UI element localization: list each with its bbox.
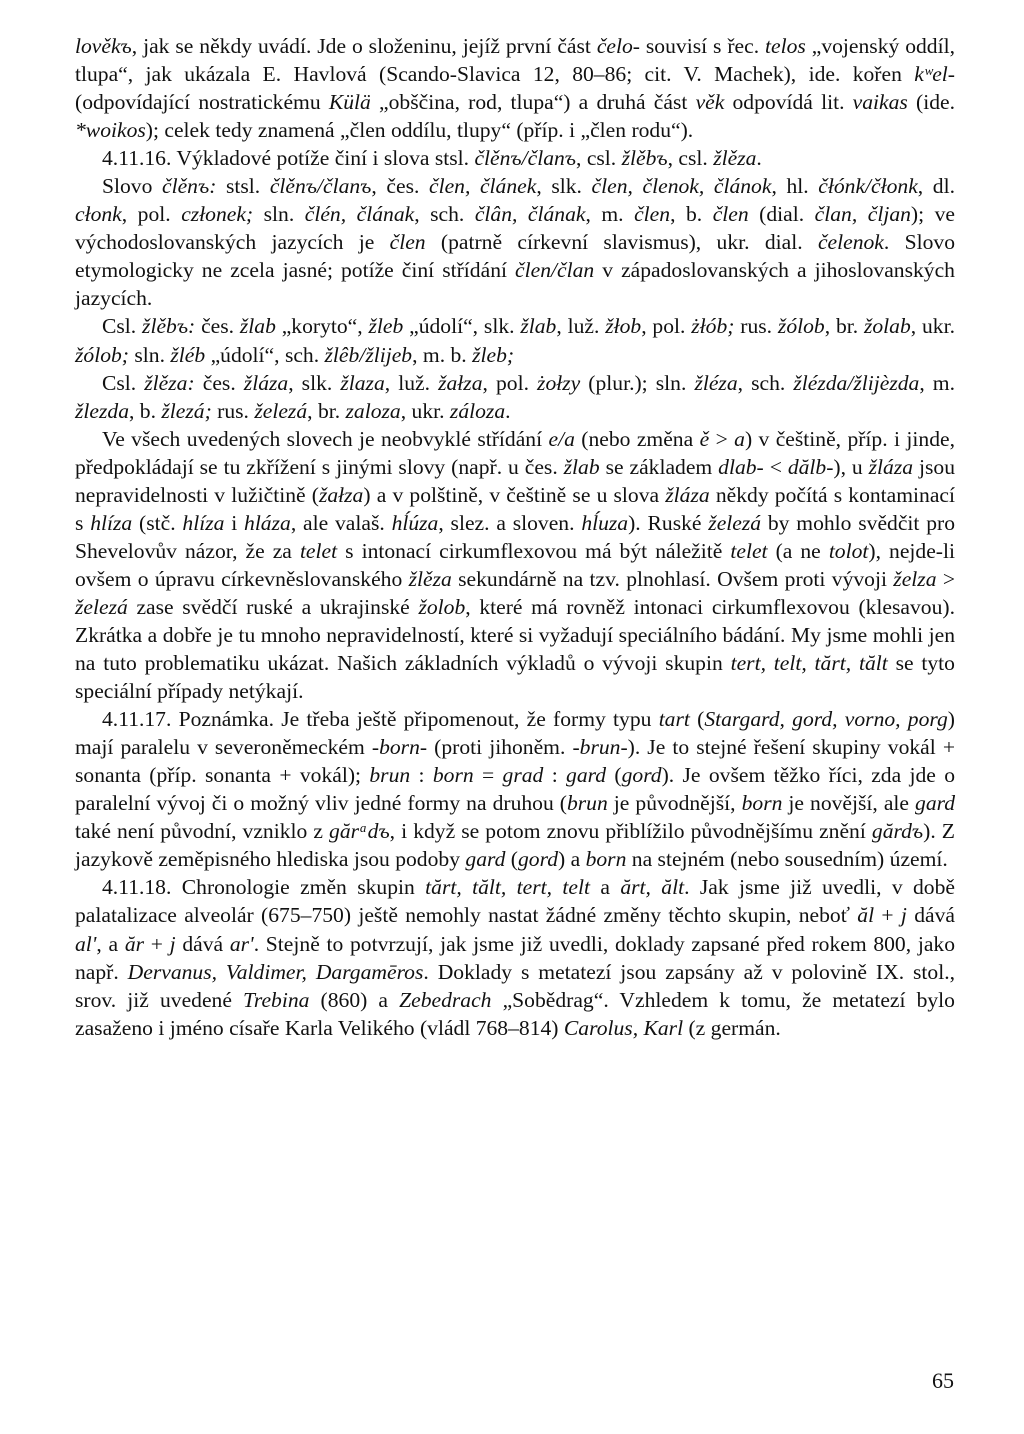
text-run: : <box>410 763 433 788</box>
text-run: . Doklady s metatezí jsou zapsány až v polovině IX. stol., srov. již uvedené <box>75 959 955 1012</box>
text-run: (proti jihoněm. <box>427 735 573 760</box>
text-run: < <box>763 454 788 479</box>
text-run: ); ve východoslovanských jazycích je <box>75 202 956 255</box>
italic-term: člěnъ/članъ <box>474 146 577 171</box>
paragraph-continuation <box>75 32 955 144</box>
italic-term: železá <box>708 510 762 535</box>
italic-term: ărt, ălt <box>620 875 685 900</box>
page-number: 65 <box>932 1368 954 1393</box>
italic-term: hláza <box>244 510 291 535</box>
section-4-11-18-chronology <box>75 873 955 1041</box>
italic-term: gord <box>621 763 662 788</box>
text-run: čes. <box>194 370 244 395</box>
italic-term: záloza <box>449 398 506 423</box>
text-run: , b. <box>128 398 162 423</box>
italic-term: dlab- <box>718 454 764 479</box>
paragraph-zlebъ <box>75 312 955 368</box>
italic-term: gard <box>915 791 956 816</box>
italic-term: vaikas <box>852 90 908 115</box>
text-run: „údolí“, sch. <box>205 342 325 367</box>
text-run: 4.11.16. Výkladové potíže činí i slova stsl. <box>102 146 475 171</box>
italic-term: ăl <box>857 903 875 928</box>
text-run: také není původní, vzniklo z <box>75 819 330 844</box>
text-run: je novější, ale <box>782 791 916 816</box>
italic-term: člen <box>389 230 426 255</box>
text-run: . <box>756 146 762 171</box>
text-run: , pol. <box>121 202 182 227</box>
italic-term: gărᵃdъ <box>329 819 390 844</box>
italic-term: telet <box>730 538 768 563</box>
text-run: (z germán. <box>683 1015 781 1040</box>
text-run: dává <box>906 903 955 928</box>
text-run: zase svědčí ruské a ukrajinské <box>127 594 419 619</box>
text-run: rus. <box>734 314 778 339</box>
italic-term: -brun- <box>572 735 628 760</box>
italic-term: born <box>741 791 783 816</box>
text-run: odpovídá lit. <box>724 90 853 115</box>
italic-term: al' <box>75 931 97 956</box>
italic-term: žłob <box>605 314 642 339</box>
italic-term: železá <box>254 398 308 423</box>
text-run: , luž. <box>384 370 439 395</box>
text-run: ), nejde-li ovšem o úpravu církevněslovanského <box>75 538 955 591</box>
italic-term: žlěbъ <box>621 146 668 171</box>
italic-term: lověkъ <box>75 34 132 58</box>
italic-term: člen <box>712 202 749 227</box>
italic-term: žláza <box>665 482 710 507</box>
italic-term: *woikos <box>75 118 146 143</box>
italic-term: telos <box>765 34 806 58</box>
text-run: , br. <box>824 314 864 339</box>
italic-term: grad <box>502 763 544 788</box>
text-run: , csl. <box>576 146 622 171</box>
text-run: , pol. <box>641 314 692 339</box>
italic-term: žleb; <box>472 342 515 367</box>
italic-term: člén, člának <box>304 202 415 227</box>
italic-term: gărdъ <box>871 819 924 844</box>
text-run: „údolí“, slk. <box>403 314 521 339</box>
italic-term: člen, článek <box>428 174 537 199</box>
section-4-11-16-heading <box>75 144 955 172</box>
italic-term: gord <box>518 847 558 872</box>
italic-term: žlab <box>520 314 557 339</box>
text-run: Csl. <box>102 314 143 339</box>
text-run: , ukr. <box>910 314 956 339</box>
text-run: „Sobědrag“. Vzhledem k tomu, že metatezí bylo zasaženo i jméno císaře Karla Velikého (vládl 768–814) <box>75 987 955 1040</box>
text-run: , slk. <box>288 370 341 395</box>
italic-term: brun <box>369 763 411 788</box>
text-run: ) a <box>558 847 586 872</box>
text-run: , ale valaš. <box>290 510 392 535</box>
italic-term: žólob <box>777 314 825 339</box>
italic-term: žlezda <box>75 398 129 423</box>
italic-term: ar' <box>229 931 254 956</box>
italic-term: žałza <box>438 370 483 395</box>
italic-term: čelo- <box>596 34 640 58</box>
italic-term: žlěza <box>713 146 757 171</box>
italic-term: brun <box>566 791 608 816</box>
text-run: , luž. <box>556 314 606 339</box>
text-run: sln. <box>253 202 305 227</box>
text-run: + <box>144 931 170 956</box>
paragraph-zleza <box>75 369 955 425</box>
text-run: , čes. <box>371 174 429 199</box>
italic-term: čelenok <box>817 230 884 255</box>
italic-term: žlab <box>563 454 600 479</box>
text-run: + <box>874 903 901 928</box>
italic-term: žlab <box>239 314 276 339</box>
text-run: . Stejně to potvrzují, jak jsme již uvedli, doklady zapsané před rokem 800, jako např. <box>75 931 956 984</box>
text-run: ) a v polštině, v češtině se u slova <box>363 482 666 507</box>
text-run: , hl. <box>771 174 819 199</box>
text-run: , které má rovněž intonaci cirkumflexovou (klesavou). Zkrátka a dobře je tu mnoho nepravidelností, které si vyžadují speciálního bádání. My jsme mohli jen na tuto problematiku ukázat. Našich základních výkladů o vývoji skupin <box>75 594 955 676</box>
italic-term: Zebedrach <box>399 987 492 1012</box>
text-run: (odpovídající nostratickému <box>75 90 329 115</box>
text-run: a <box>590 875 621 900</box>
italic-term: člen, členok, článok <box>591 174 772 199</box>
italic-term: věk <box>695 90 725 115</box>
text-run: (ide. <box>907 90 955 115</box>
text-run: = <box>473 763 503 788</box>
paragraph-alternation <box>75 425 955 705</box>
text-run: sln. <box>128 342 171 367</box>
italic-term: žleb <box>368 314 404 339</box>
italic-term: žolab <box>863 314 911 339</box>
italic-term: član, čljan <box>814 202 911 227</box>
italic-term: telet <box>299 538 338 563</box>
text-run: , csl. <box>667 146 714 171</box>
italic-term: hlíza <box>182 510 225 535</box>
text-run: se tyto speciální případy netýkají. <box>75 651 955 704</box>
text-run: 4.11.18. Chronologie změn skupin <box>102 875 426 900</box>
italic-term: gard <box>566 763 607 788</box>
text-run: ); celek tedy znamená „člen oddílu, tlupy“ (příp. i „člen rodu“). <box>145 118 694 143</box>
italic-term: dălb- <box>787 454 834 479</box>
text-run: se základem <box>599 454 719 479</box>
italic-term: žláza <box>243 370 289 395</box>
text-run: (860) a <box>309 987 400 1012</box>
text-run: (dial. <box>748 202 815 227</box>
text-run: rus. <box>211 398 255 423</box>
italic-term: żołzy <box>537 370 581 395</box>
text-run: by mohlo svědčit pro Shevelovův názor, že za <box>75 510 956 563</box>
text-run: , a <box>96 931 125 956</box>
text-run: , slez. a sloven. <box>438 510 582 535</box>
text-run: (nebo změna <box>574 426 700 451</box>
text-run: Csl. <box>102 370 145 395</box>
text-run: (patrně církevní slavismus), ukr. dial. <box>425 230 818 255</box>
italic-term: hlíza <box>90 510 133 535</box>
italic-term: born <box>432 763 474 788</box>
italic-term: želza <box>893 566 937 591</box>
text-run: . <box>505 398 511 423</box>
italic-term: žláza <box>868 454 914 479</box>
text-run: 4.11.17. Poznámka. Je třeba ještě připomenout, že formy typu <box>102 707 659 732</box>
italic-term: e/a <box>548 426 575 451</box>
section-4-11-17-note <box>75 705 955 873</box>
text-run: ). Je to stejné řešení skupiny vokál + sonanta (příp. sonanta + vokál); <box>75 735 955 788</box>
text-run: , i když se potom znovu přiblížilo původnějšímu znění <box>389 819 872 844</box>
italic-term: žałza <box>318 482 364 507</box>
italic-term: Stargard, gord, vorno, porg <box>704 707 948 732</box>
italic-term: ăr <box>124 931 145 956</box>
italic-term: -born- <box>371 735 428 760</box>
italic-term: żłób; <box>691 314 735 339</box>
text-run: i <box>224 510 245 535</box>
text-run: „obščina, rod, tlupa“) a druhá část <box>370 90 696 115</box>
italic-term: j <box>169 931 176 956</box>
italic-term: tărt, tălt, tert, telt <box>425 875 591 900</box>
italic-term: j <box>900 903 907 928</box>
italic-term: žlěza <box>408 566 452 591</box>
text-run: ). Ruské <box>628 510 709 535</box>
italic-term: a <box>734 426 745 451</box>
text-run: : <box>543 763 567 788</box>
text-run: souvisí s řec. <box>639 34 766 58</box>
text-run: dává <box>175 931 230 956</box>
paragraph-clen <box>75 172 955 312</box>
text-run: , dl. <box>917 174 956 199</box>
italic-term: železá <box>75 594 128 619</box>
italic-term: žlěza: <box>144 370 195 395</box>
text-run: ( <box>606 763 622 788</box>
italic-term: born <box>585 847 627 872</box>
italic-term: Külä <box>328 90 371 115</box>
italic-term: Carolus, Karl <box>563 1015 684 1040</box>
text-run: , b. <box>670 202 713 227</box>
italic-term: Trebina <box>243 987 310 1012</box>
text-run: , ukr. <box>400 398 450 423</box>
text-run: ( <box>505 847 518 872</box>
italic-term: člân, člának <box>474 202 586 227</box>
italic-term: člen <box>634 202 671 227</box>
text-run: , m. <box>585 202 635 227</box>
book-page-text <box>75 32 955 1042</box>
text-run: v západoslovanských a jihoslovanských jazycích. <box>75 258 955 311</box>
italic-term: čłónk/čłonk <box>818 174 918 199</box>
italic-term: gard <box>465 847 506 872</box>
text-run: . Jak jsme již uvedli, v době palatalizace alveolár (675–750) ještě nemohly nastat žádné změny těchto skupin, neboť <box>75 875 955 928</box>
text-run: (plur.); sln. <box>580 370 695 395</box>
text-run: , m. b. <box>412 342 473 367</box>
text-run: ) v češtině, příp. i jinde, předpokládají se tu zkřížení s jinými slovy (např. u čes. <box>75 426 955 479</box>
text-run: ). Je ovšem těžko říci, zda jde o paralelní vývoj či o možný vliv jedné formy na druhou ( <box>75 763 956 816</box>
italic-term: člen/član <box>515 258 595 283</box>
italic-term: člěnъ: <box>162 174 217 199</box>
text-run: , m. <box>919 370 955 395</box>
text-run: ). Z jazykově zeměpisného hlediska jsou podoby <box>75 819 955 872</box>
text-run: > <box>936 566 956 591</box>
text-run: ) mají paralelu v severoněmeckém <box>75 707 955 760</box>
italic-term: ě <box>699 426 710 451</box>
italic-term: žólob; <box>75 342 129 367</box>
italic-term: zaloza <box>345 398 401 423</box>
text-run: „vojenský oddíl, tlupa“, jak ukázala E. Havlová (Scando-Slavica 12, 80–86; cit. V. Machek), ide. kořen <box>75 34 955 87</box>
text-run: (stč. <box>132 510 183 535</box>
italic-term: žlezá; <box>161 398 212 423</box>
text-run: , sch. <box>414 202 475 227</box>
text-run: sekundárně na tzv. plnohlasí. Ovšem proti vývoji <box>451 566 894 591</box>
text-run: (a ne <box>767 538 829 563</box>
text-run: čes. <box>195 314 240 339</box>
italic-term: członek; <box>181 202 254 227</box>
text-run: někdy počítá s kontaminací s <box>75 482 956 535</box>
text-run: , br. <box>307 398 346 423</box>
text-run: ), u <box>833 454 869 479</box>
italic-term: cłonk <box>75 202 122 227</box>
text-run: . Slovo etymologicky ne zcela jasné; potíže činí střídání <box>75 230 955 283</box>
text-run: s intonací cirkumflexovou má být náležitě <box>337 538 731 563</box>
italic-term: člěnъ/članъ <box>269 174 372 199</box>
text-run: je původnější, <box>607 791 742 816</box>
italic-term: Dervanus, Valdimer, Dargamēros <box>127 959 424 984</box>
italic-term: kʷel- <box>914 62 955 87</box>
italic-term: žolob <box>418 594 466 619</box>
italic-term: žlêb/žlijeb <box>324 342 413 367</box>
italic-term: tart <box>658 707 690 732</box>
text-run: Ve všech uvedených slovech je neobvyklé střídání <box>102 426 549 451</box>
text-run: jsou nepravidelnosti v lužičtině ( <box>75 454 955 507</box>
italic-term: žlěbъ: <box>142 314 196 339</box>
text-run: ( <box>689 707 705 732</box>
italic-term: žlaza <box>340 370 385 395</box>
text-run: „koryto“, <box>275 314 369 339</box>
text-run: Slovo <box>102 174 163 199</box>
text-run: > <box>709 426 735 451</box>
italic-term: žléb <box>170 342 206 367</box>
italic-term: hĺuza <box>581 510 629 535</box>
italic-term: žlézda/žlijèzda <box>793 370 920 395</box>
italic-term: tert, telt, tărt, tălt <box>730 651 888 676</box>
text-run: , jak se někdy uvádí. Jde o složeninu, jejíž první část <box>131 34 597 58</box>
text-run: stsl. <box>216 174 270 199</box>
italic-term: tolot <box>828 538 869 563</box>
italic-term: hĺúza <box>391 510 439 535</box>
italic-term: žléza <box>694 370 738 395</box>
text-run: na stejném (nebo sousedním) území. <box>626 847 948 872</box>
text-run: , pol. <box>482 370 538 395</box>
text-run: , sch. <box>737 370 794 395</box>
text-run: , slk. <box>536 174 592 199</box>
